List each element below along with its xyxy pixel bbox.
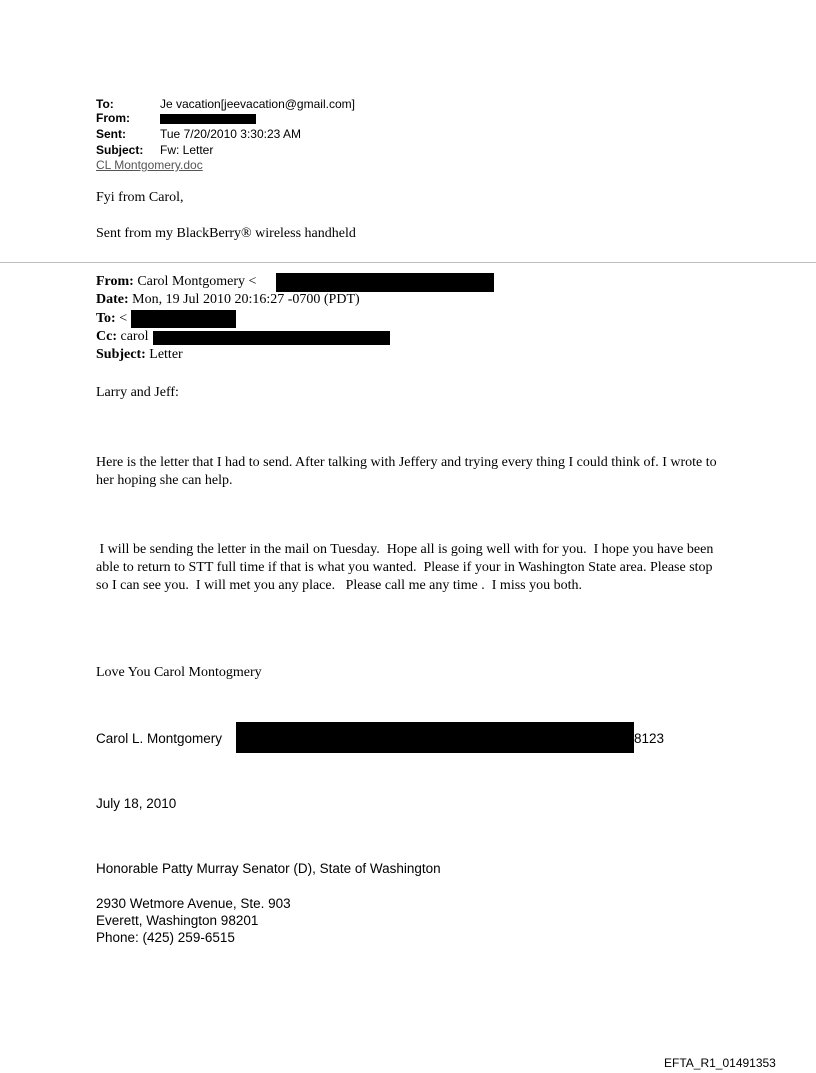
fwd-subject-label: Subject: [96,347,146,362]
fwd-cc-label: Cc: [96,329,117,344]
fwd-subject-value: Letter [149,347,183,362]
fwd-date-value: Mon, 19 Jul 2010 20:16:27 -0700 (PDT) [132,292,360,307]
fwd-from-line [96,273,256,291]
redaction-box [131,310,236,328]
fwd-to-line [96,310,127,328]
subject-label: Subject: [96,143,144,157]
to-label: To: [96,97,114,111]
fwd-from-value: Carol Montgomery < [137,274,257,289]
body-paragraph-2: I will be sending the letter in the mail on Tuesday. Hope all is going well with for you. I hope you have been able to return to STT full time if that is what you wanted. Please if your in Washington State area. Please stop so I can see you. I will met you any place. Please call me any time . I miss you both. [96,542,717,593]
letter-sender-suffix: 8123 [634,731,665,746]
fwd-cc-line [96,328,148,346]
letter-sender-name: Carol L. Montgomery [96,731,223,746]
letter-date: July 18, 2010 [96,796,177,811]
fwd-from-label: From: [96,274,134,289]
to-value: Je vacation[jeevacation@gmail.com] [160,97,355,111]
letter-recipient: Honorable Patty Murray Senator (D), State of Washington [96,861,441,876]
fwd-date-line [96,291,360,309]
from-label: From: [96,111,130,125]
subject-value: Fw: Letter [160,143,214,157]
redaction-box [160,114,256,124]
body-paragraph-1: Here is the letter that I had to send. After talking with Jeffery and trying every thing I could think of. I wrote to her hoping she can help. [96,455,717,488]
redaction-box [236,722,634,753]
letter-address-line2: Everett, Washington 98201 [96,913,259,928]
fwd-to-label: To: [96,311,116,326]
fwd-date-label: Date: [96,292,129,307]
letter-address-line1: 2930 Wetmore Avenue, Ste. 903 [96,896,291,911]
sent-label: Sent: [96,127,126,141]
sent-value: Tue 7/20/2010 3:30:23 AM [160,127,301,141]
fwd-to-value: < [119,311,128,326]
fwd-subject-line [96,346,183,364]
attachment-link[interactable]: CL Montgomery.doc [96,158,203,172]
redaction-box [276,273,494,292]
blackberry-signature: Sent from my BlackBerry® wireless handheld [96,226,356,241]
redaction-box [153,331,390,345]
greeting-text: Fyi from Carol, [96,190,184,205]
salutation: Larry and Jeff: [96,385,179,400]
document-id: EFTA_R1_01491353 [664,1056,776,1070]
letter-phone: Phone: (425) 259-6515 [96,930,235,945]
fwd-cc-value: carol [120,329,149,344]
divider [0,262,816,263]
closing-text: Love You Carol Montogmery [96,665,262,680]
